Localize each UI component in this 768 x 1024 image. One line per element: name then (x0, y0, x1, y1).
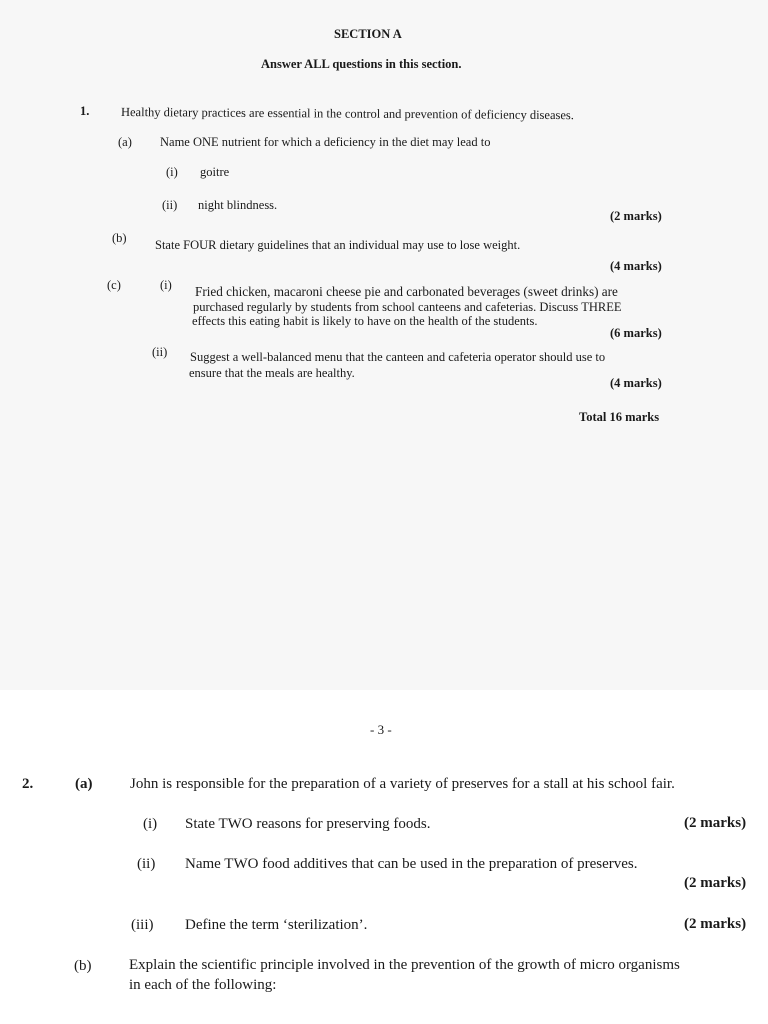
q1a-label: (a) (118, 135, 132, 149)
q2a-iii-label: (iii) (131, 917, 154, 933)
q1b-label: (b) (112, 231, 127, 245)
q1b-marks: (4 marks) (610, 259, 662, 273)
q1a-i-label: (i) (166, 165, 178, 179)
q2b-line2: in each of the following: (129, 977, 277, 993)
q1c-ii-line1: Suggest a well-balanced menu that the canteen and cafeteria operator should use to (190, 350, 606, 364)
q1a-marks: (2 marks) (610, 209, 662, 223)
q1c-label: (c) (107, 278, 121, 292)
section-title: SECTION A (334, 27, 402, 41)
q2a-iii-marks: (2 marks) (684, 916, 747, 932)
q1a-ii-text: night blindness. (198, 198, 278, 212)
q1c-i-label: (i) (160, 278, 172, 292)
q2a-i-label: (i) (143, 816, 158, 832)
q2b-line1: Explain the scientific principle involved in the prevention of the growth of micro organisms (129, 957, 680, 973)
q1c-i-marks: (6 marks) (610, 326, 662, 340)
q1a-i-text: goitre (200, 165, 230, 179)
q1c-i-line2: purchased regularly by students from school canteens and cafeterias. Discuss THREE (193, 300, 622, 314)
exam-page-2 (0, 690, 768, 1024)
q1a-text: Name ONE nutrient for which a deficiency in the diet may lead to (160, 135, 491, 149)
q1-stem: Healthy dietary practices are essential in the control and prevention of deficiency diseases. (120, 105, 574, 123)
q1c-ii-marks: (4 marks) (610, 376, 662, 390)
q2a-ii-label: (ii) (137, 856, 156, 872)
q2a-label: (a) (75, 776, 93, 792)
q2a-iii-text: Define the term ‘sterilization’. (185, 917, 368, 933)
q2a-i-text: State TWO reasons for preserving foods. (185, 816, 431, 832)
q2a-ii-marks: (2 marks) (684, 875, 747, 891)
q1c-i-line1: Fried chicken, macaroni cheese pie and carbonated beverages (sweet drinks) are (195, 284, 618, 299)
page-number: - 3 - (370, 722, 392, 737)
q2a-i-marks: (2 marks) (684, 815, 747, 831)
q2a-text: John is responsible for the preparation of a variety of preserves for a stall at his school fair. (130, 776, 675, 792)
q2-number: 2. (22, 776, 34, 792)
q2a-ii-text: Name TWO food additives that can be used in the preparation of preserves. (185, 856, 638, 872)
q1-total: Total 16 marks (579, 410, 660, 424)
q1c-ii-label: (ii) (152, 345, 168, 359)
q1c-i-line3: effects this eating habit is likely to have on the health of the students. (192, 314, 538, 328)
q1c-ii-line2: ensure that the meals are healthy. (189, 366, 355, 380)
q1a-ii-label: (ii) (162, 198, 178, 212)
q2b-label: (b) (74, 958, 92, 974)
q1b-text: State FOUR dietary guidelines that an individual may use to lose weight. (155, 238, 521, 252)
q1-number: 1. (80, 104, 90, 118)
section-instruction: Answer ALL questions in this section. (261, 57, 462, 71)
